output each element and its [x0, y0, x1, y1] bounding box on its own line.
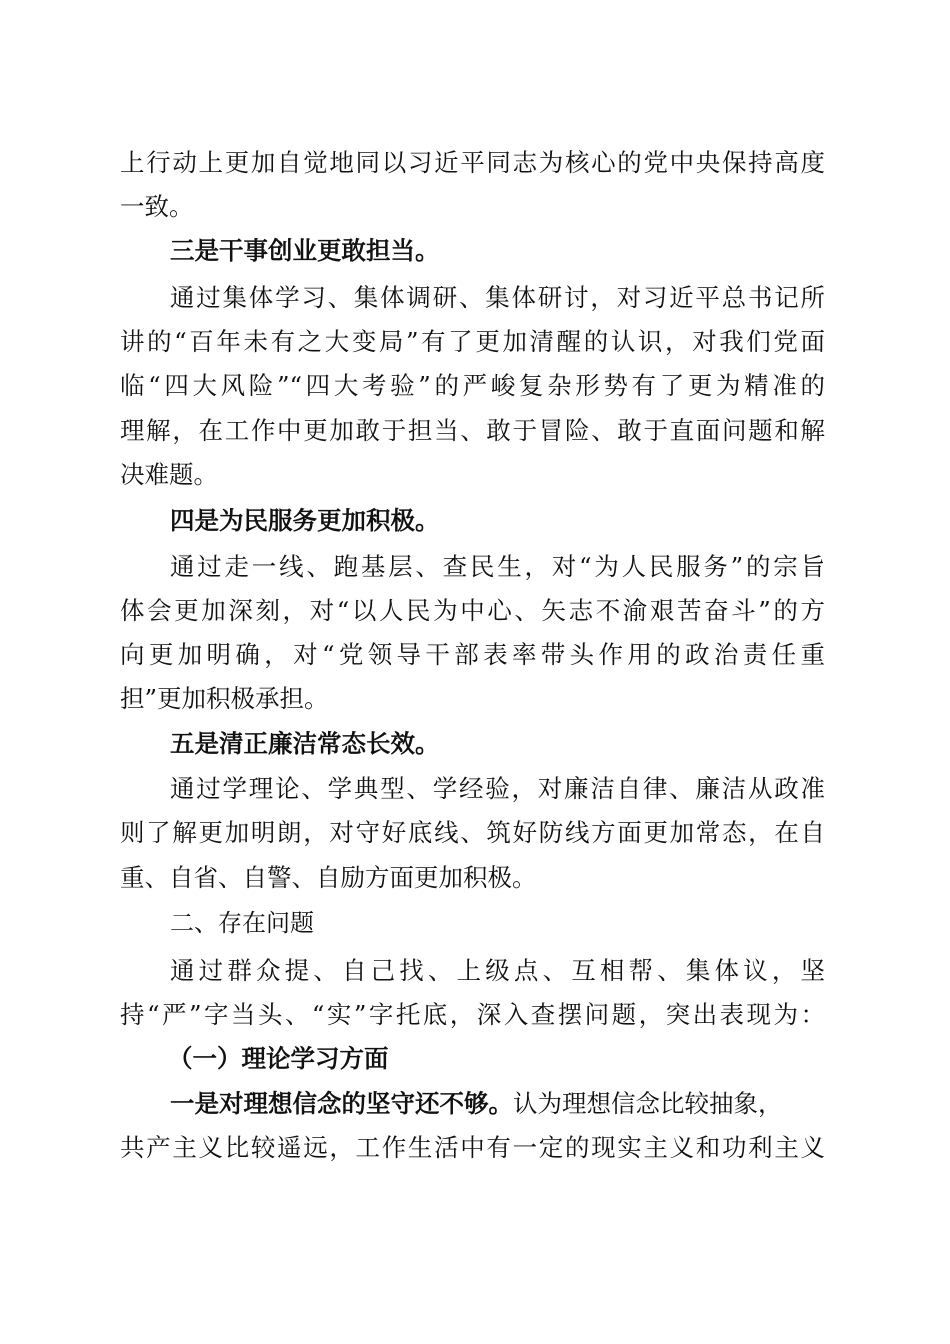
- subheading-three: 三是干事创业更敢担当。: [170, 236, 440, 265]
- paragraph-line: 上行动上更加自觉地同以习近平同志为核心的党中央保持高度: [120, 148, 825, 177]
- paragraph-line: 通过走一线、跑基层、查民生，对“为人民服务”的宗旨: [170, 552, 825, 581]
- paragraph-line-mixed: [170, 1082, 825, 1126]
- paragraph-line: 通过群众提、自己找、上级点、互相帮、集体议，坚: [170, 956, 825, 985]
- point-one-text: 认为理想信念比较抽象，: [513, 1089, 783, 1118]
- paragraph-line: 向更加明确，对“党领导干部表率带头作用的政治责任重: [120, 640, 825, 669]
- subsection-heading: （一）理论学习方面: [168, 1044, 389, 1073]
- section-heading: 二、存在问题: [170, 909, 314, 937]
- paragraph-line: 讲的“百年未有之大变局”有了更加清醒的认识，对我们党面: [120, 327, 825, 356]
- paragraph-line: 理解，在工作中更加敢于担当、敢于冒险、敢于直面问题和解: [120, 416, 825, 445]
- paragraph-line: 决难题。: [120, 460, 218, 489]
- paragraph-line: 临“四大风险”“四大考验”的严峻复杂形势有了更为精准的: [120, 371, 825, 400]
- paragraph-line: 体会更加深刻，对“以人民为中心、矢志不渝艰苦奋斗”的方: [120, 596, 825, 625]
- subheading-four: 四是为民服务更加积极。: [170, 506, 440, 535]
- paragraph-line: 担”更加积极承担。: [120, 684, 329, 713]
- point-one-heading: 一是对理想信念的坚守还不够。: [170, 1089, 513, 1118]
- paragraph-line: 通过学理论、学典型、学经验，对廉洁自律、廉洁从政准: [170, 774, 825, 803]
- paragraph-line: 共产主义比较遥远，工作生活中有一定的现实主义和功利主义: [120, 1133, 825, 1162]
- paragraph-line: 通过集体学习、集体调研、集体研讨，对习近平总书记所: [170, 283, 825, 312]
- paragraph-line: 一致。: [120, 192, 194, 221]
- paragraph-line: 重、自省、自警、自励方面更加积极。: [120, 863, 537, 892]
- paragraph-line: 则了解更加明朗，对守好底线、筑好防线方面更加常态，在自: [120, 818, 825, 847]
- paragraph-line: 持“严”字当头、“实”字托底，深入查摆问题，突出表现为：: [120, 1000, 825, 1029]
- subheading-five: 五是清正廉洁常态长效。: [170, 729, 440, 758]
